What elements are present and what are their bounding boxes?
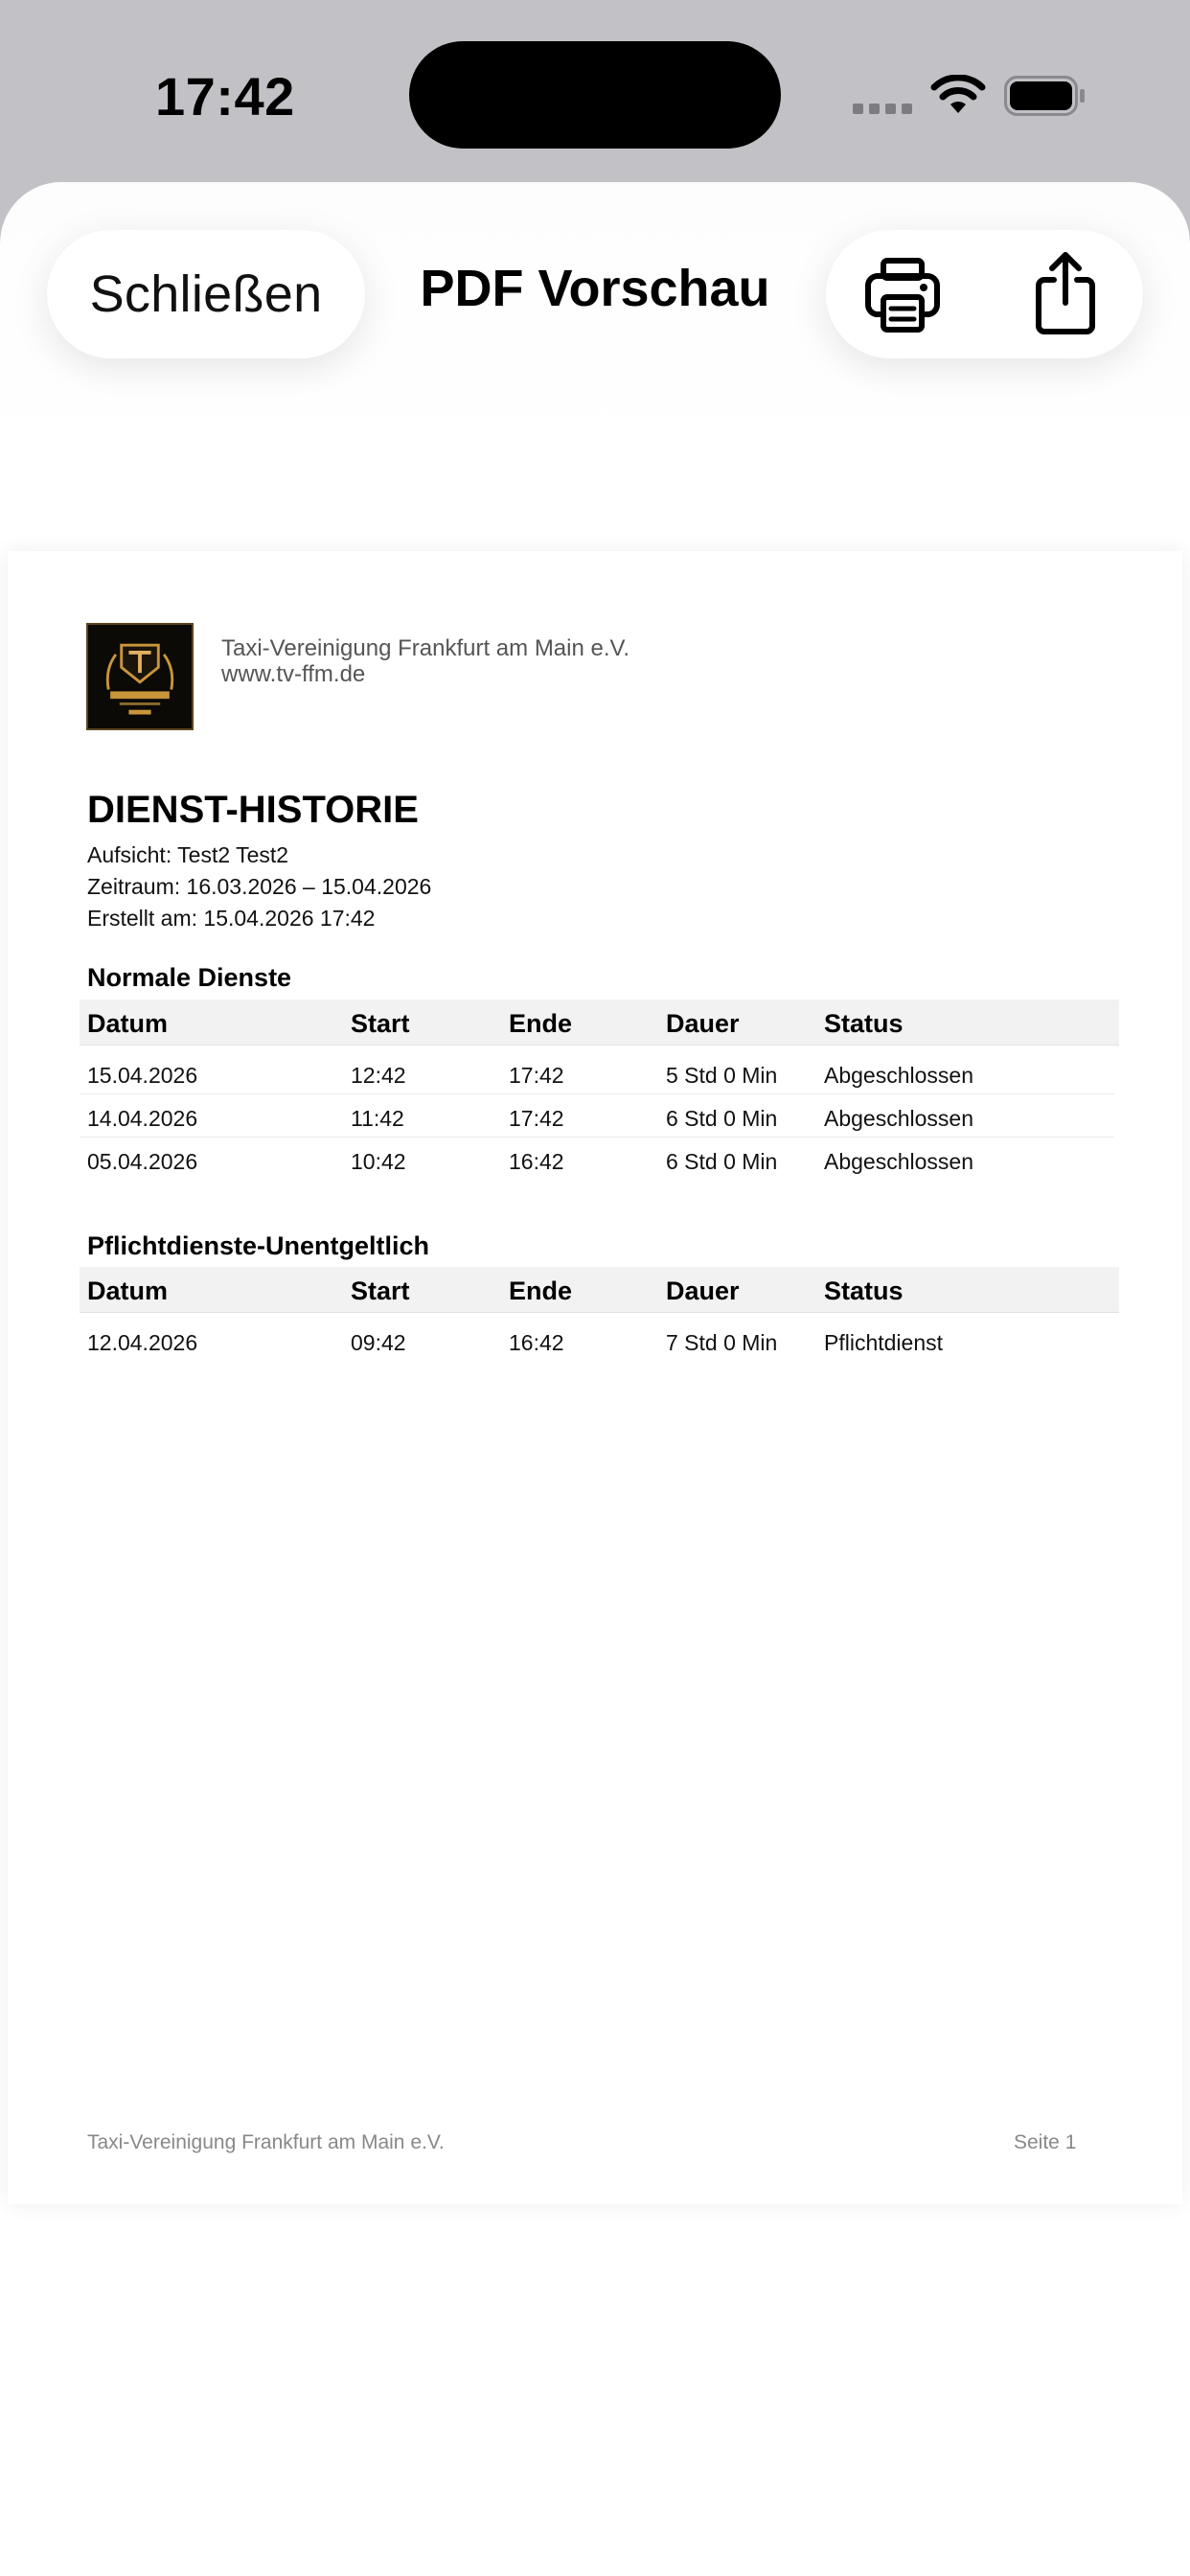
cell-datum: 12.04.2026 bbox=[87, 1330, 198, 1355]
cell-status: Abgeschlossen bbox=[824, 1063, 973, 1088]
printer-icon[interactable] bbox=[864, 257, 941, 334]
meta-zeitraum: Zeitraum: 16.03.2026 – 15.04.2026 bbox=[87, 874, 432, 899]
section-title-normale-dienste: Normale Dienste bbox=[87, 963, 292, 992]
cell-datum: 15.04.2026 bbox=[87, 1063, 198, 1088]
cell-dauer: 7 Std 0 Min bbox=[666, 1330, 778, 1355]
org-website: www.tv-ffm.de bbox=[221, 661, 366, 687]
cell-ende: 17:42 bbox=[509, 1063, 564, 1088]
dynamic-island bbox=[409, 41, 781, 149]
cell-start: 09:42 bbox=[351, 1330, 406, 1355]
cell-status: Abgeschlossen bbox=[824, 1106, 973, 1131]
section-title-pflichtdienste: Pflichtdienste-Unentgeltlich bbox=[87, 1231, 430, 1260]
close-button[interactable] bbox=[47, 230, 365, 358]
cell-ende: 16:42 bbox=[509, 1149, 564, 1174]
taxi-vereinigung-logo bbox=[86, 623, 194, 730]
cell-dauer: 6 Std 0 Min bbox=[666, 1149, 778, 1174]
column-header-status: Status bbox=[824, 1009, 904, 1038]
cell-start: 12:42 bbox=[351, 1063, 406, 1088]
cell-dauer: 6 Std 0 Min bbox=[666, 1106, 778, 1131]
nav-title: PDF Vorschau bbox=[420, 260, 770, 317]
battery-icon bbox=[1004, 76, 1087, 116]
column-header-datum: Datum bbox=[87, 1009, 169, 1038]
share-icon[interactable] bbox=[1035, 249, 1096, 335]
column-header-ende: Ende bbox=[509, 1276, 573, 1305]
document-title: DIENST-HISTORIE bbox=[87, 789, 419, 831]
column-header-dauer: Dauer bbox=[666, 1276, 740, 1305]
table-header bbox=[80, 1000, 1119, 1046]
pdf-footer-page: Seite 1 bbox=[1014, 2131, 1077, 2153]
cell-status: Abgeschlossen bbox=[824, 1149, 973, 1174]
cell-start: 11:42 bbox=[351, 1106, 404, 1131]
status-time: 17:42 bbox=[155, 66, 295, 126]
table-row bbox=[80, 1051, 1114, 1094]
action-buttons bbox=[826, 230, 1143, 358]
meta-erstellt: Erstellt am: 15.04.2026 17:42 bbox=[87, 906, 376, 931]
column-header-start: Start bbox=[351, 1009, 410, 1038]
cell-ende: 17:42 bbox=[509, 1106, 564, 1131]
cell-datum: 05.04.2026 bbox=[87, 1149, 198, 1174]
pdf-page bbox=[8, 551, 1182, 2204]
cell-status: Pflichtdienst bbox=[824, 1330, 944, 1355]
column-header-dauer: Dauer bbox=[666, 1009, 740, 1038]
cell-ende: 16:42 bbox=[509, 1330, 564, 1355]
pdf-footer-org: Taxi-Vereinigung Frankfurt am Main e.V. bbox=[87, 2131, 445, 2153]
column-header-status: Status bbox=[824, 1276, 904, 1305]
column-header-datum: Datum bbox=[87, 1276, 169, 1305]
meta-aufsicht: Aufsicht: Test2 Test2 bbox=[87, 842, 289, 867]
table-row bbox=[80, 1094, 1114, 1138]
table-header bbox=[80, 1267, 1119, 1313]
cell-datum: 14.04.2026 bbox=[87, 1106, 198, 1131]
column-header-ende: Ende bbox=[509, 1009, 573, 1038]
org-name: Taxi-Vereinigung Frankfurt am Main e.V. bbox=[221, 635, 629, 661]
column-header-start: Start bbox=[351, 1276, 410, 1305]
wifi-icon bbox=[929, 75, 987, 117]
cellular-signal-icon bbox=[853, 104, 912, 114]
table-row bbox=[80, 1138, 1114, 1181]
close-button-label: Schließen bbox=[89, 265, 323, 323]
cell-start: 10:42 bbox=[351, 1149, 406, 1174]
cell-dauer: 5 Std 0 Min bbox=[666, 1063, 778, 1088]
table-row bbox=[80, 1319, 1114, 1362]
